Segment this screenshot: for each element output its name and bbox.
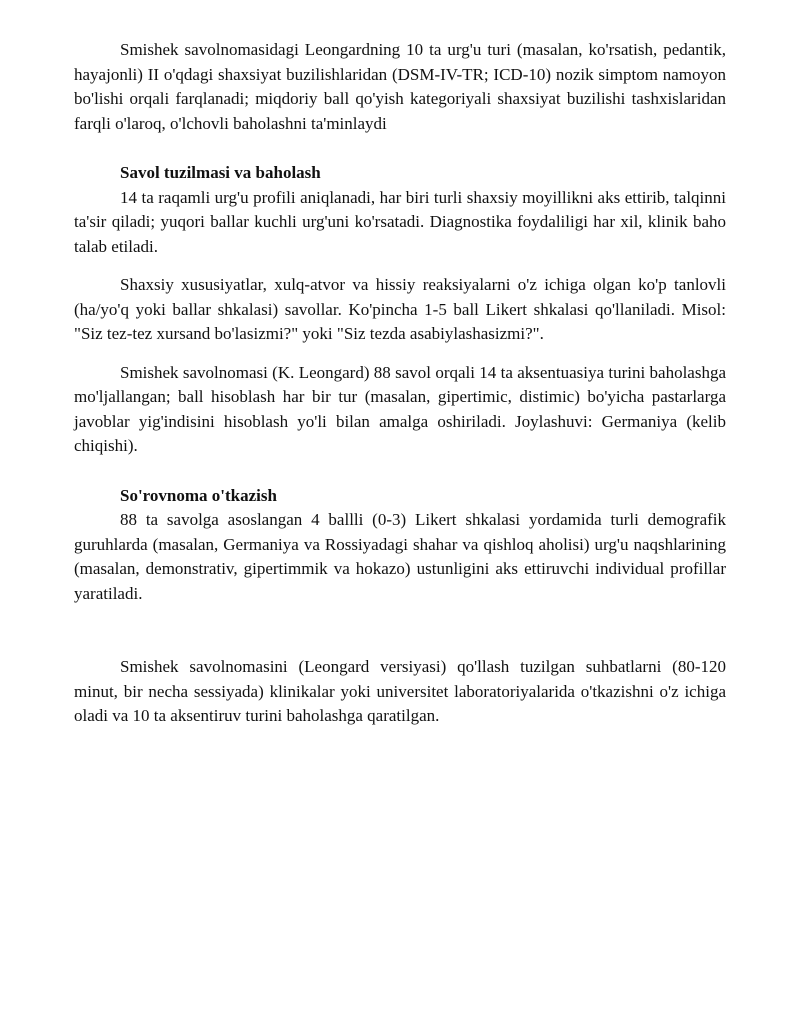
spacer: [74, 459, 726, 484]
paragraph-application: Smishek savolnomasini (Leongard versiyasi) qo'llash tuzilgan suhbatlarni (80-120 minut, bir necha sessiyada) klinikalar yoki universitet laboratoriyalarida o'tkazishni o'z ichiga oladi va 10 ta aksentiruv turini baholashga qaratilgan.: [74, 657, 726, 725]
paragraph-scoring: Smishek savolnomasi (K. Leongard) 88 savol orqali 14 ta aksentuasiya turini baholashga mo'ljallangan; ball hisoblash har bir tur (masalan, gipertimic, distimic) bo'yicha pastarlarga javoblar yig'indisini hisoblash yo'li bilan amalga oshiriladi. Joylashuvi: Germaniya (kelib chiqishi).: [74, 362, 726, 455]
paragraph-likert-profiles: 88 ta savolga asoslangan 4 ballli (0-3) Likert shkalasi yordamida turli demografik guruhlarda (masalan, Germaniya va Rossiyadagi shahar va qishloq aholisi) urg'u naqshlarining (masalan, demonstrativ, gipertimmik va hokazo) ustunligini aks ettiruvchi individual profillar yaratiladi.: [74, 510, 726, 603]
document-page: [74, 38, 726, 729]
paragraph-leongard-types: Smishek savolnomasidagi Leongardning 10 ta urg'u turi (masalan, ko'rsatish, pedantik, hayajonli) II o'qdagi shaxsiyat buzilishlaridan (DSM-IV-TR; ICD-10) nozik simptom namoyon bo'lishi orqali farqlanadi; miqdoriy ball qo'yish kategoriyali shaxsiyat buzilishi tashxislaridan farqli o'laroq, o'lchovli baholashni ta'minlaydi: [74, 40, 726, 133]
spacer: [74, 347, 726, 361]
spacer: [74, 259, 726, 273]
spacer: [74, 136, 726, 161]
paragraph-question-format: Shaxsiy xususiyatlar, xulq-atvor va hissiy reaksiyalarni o'z ichiga olgan ko'p tanlovli (ha/yo'q yoki ballar shkalasi) savollar. Ko'pincha 1-5 ball Likert shkalasi qo'llaniladi. Misol: "Siz tez-tez xursand bo'lasizmi?" yoki "Siz tezda asabiylashasizmi?".: [74, 275, 726, 343]
spacer: [74, 606, 726, 655]
heading-survey-administration: So'rovnoma o'tkazish: [120, 485, 277, 505]
heading-question-structure: Savol tuzilmasi va baholash: [120, 163, 321, 182]
paragraph-profiles: 14 ta raqamli urg'u profili aniqlanadi, har biri turli shaxsiy moyillikni aks ettirib, talqinni ta'sir qiladi; yuqori ballar kuchli urg'uni ko'rsatadi. Diagnostika foydaliligi har xil, klinik baho talab etiladi.: [74, 187, 726, 256]
